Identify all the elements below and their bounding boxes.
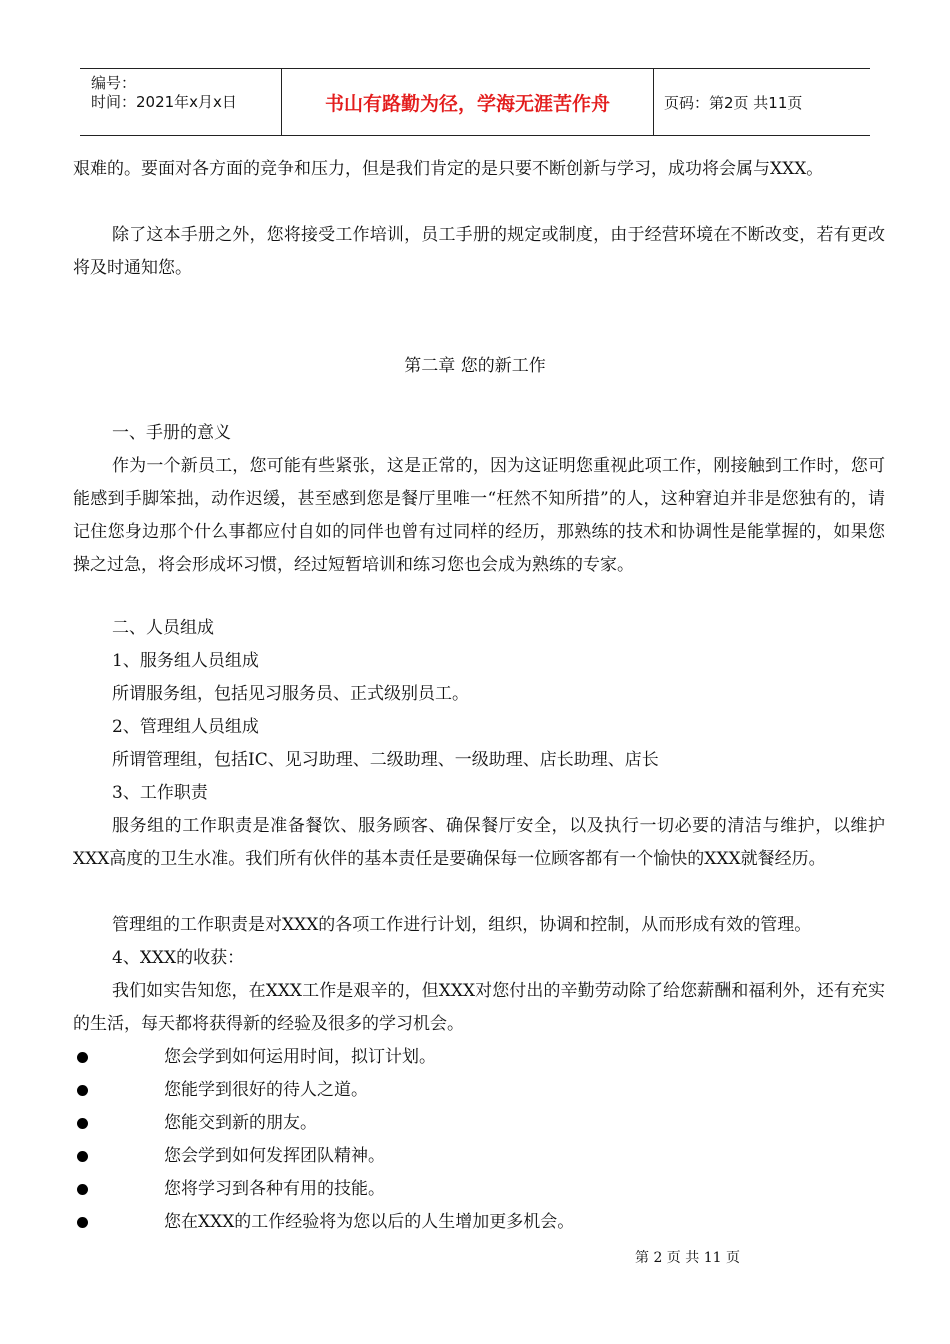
bullet-icon <box>77 1118 88 1129</box>
list-item <box>73 1041 873 1074</box>
intro-paragraph: 除了这本手册之外，您将接受工作培训，员工手册的规定或制度，由于经营环境在不断改变，若有更改将及时通知您。 <box>73 225 885 278</box>
list-item-text: 您在XXX的工作经验将为您以后的人生增加更多机会。 <box>164 1212 575 1232</box>
list-item-text: 您能学到很好的待人之道。 <box>164 1080 368 1100</box>
section-paragraph: 我们如实告知您，在XXX工作是艰辛的，但XXX对您付出的辛勤劳动除了给您薪酬和福利外，还有充实的生活，每天都将获得新的经验及很多的学习机会。 <box>73 981 885 1034</box>
header-motto: 书山有路勤为径，学海无涯苦作舟 <box>324 92 610 115</box>
subsection-heading: 1、服务组人员组成 <box>112 651 259 671</box>
subsection-text: 所谓管理组，包括IC、见习助理、二级助理、一级助理、店长助理、店长 <box>112 750 659 770</box>
section-paragraph: 服务组的工作职责是准备餐饮、服务顾客、确保餐厅安全，以及执行一切必要的清洁与维护，以维护XXX高度的卫生水准。我们所有伙伴的基本责任是要确保每一位顾客都有一个愉快的XXX就餐经历。 <box>73 816 885 869</box>
page-header <box>80 68 870 136</box>
subsection-text: 所谓服务组，包括见习服务员、正式级别员工。 <box>112 684 469 704</box>
bullet-icon <box>77 1085 88 1096</box>
list-item <box>73 1107 873 1140</box>
list-item <box>73 1074 873 1107</box>
intro-paragraph: 艰难的。要面对各方面的竞争和压力，但是我们肯定的是只要不断创新与学习，成功将会属与XXX。 <box>73 159 824 179</box>
header-meta-cell <box>80 69 282 135</box>
section-paragraph: 作为一个新员工，您可能有些紧张，这是正常的，因为这证明您重视此项工作，刚接触到工作时，您可能感到手脚笨拙，动作迟缓，甚至感到您是餐厅里唯一“枉然不知所措”的人，这种窘迫并非是您独有的，请记住您身边那个什么事都应付自如的同伴也曾有过同样的经历，那熟练的技术和协调性是能掌握的，如果您操之过急，将会形成坏习惯，经过短暂培训和练习您也会成为熟练的专家。 <box>73 456 885 575</box>
bullet-icon <box>77 1151 88 1162</box>
section-heading: 一、手册的意义 <box>112 423 231 443</box>
section-heading: 4、XXX的收获： <box>112 948 245 968</box>
list-item-text: 您能交到新的朋友。 <box>164 1113 317 1133</box>
list-item-text: 您会学到如何运用时间，拟订计划。 <box>164 1047 436 1067</box>
document-number-label: 编号： <box>91 74 137 92</box>
list-item-text: 您会学到如何发挥团队精神。 <box>164 1146 385 1166</box>
list-item <box>73 1140 873 1173</box>
list-item <box>73 1206 873 1239</box>
document-time-label: 时间：2021年x月x日 <box>91 93 237 111</box>
header-motto-cell <box>282 69 654 135</box>
page-footer: 第 2 页 共 11 页 <box>635 1250 740 1266</box>
section-heading: 3、工作职责 <box>112 783 208 803</box>
list-item-text: 您将学习到各种有用的技能。 <box>164 1179 385 1199</box>
header-page-info: 页码：第2页 共11页 <box>664 93 803 112</box>
section-paragraph: 管理组的工作职责是对XXX的各项工作进行计划，组织，协调和控制，从而形成有效的管理。 <box>112 915 812 935</box>
bullet-icon <box>77 1217 88 1228</box>
subsection-heading: 2、管理组人员组成 <box>112 717 259 737</box>
section-heading: 二、人员组成 <box>112 618 214 638</box>
chapter-title: 第二章 您的新工作 <box>404 356 546 376</box>
list-item <box>73 1173 873 1206</box>
bullet-icon <box>77 1184 88 1195</box>
bullet-icon <box>77 1052 88 1063</box>
